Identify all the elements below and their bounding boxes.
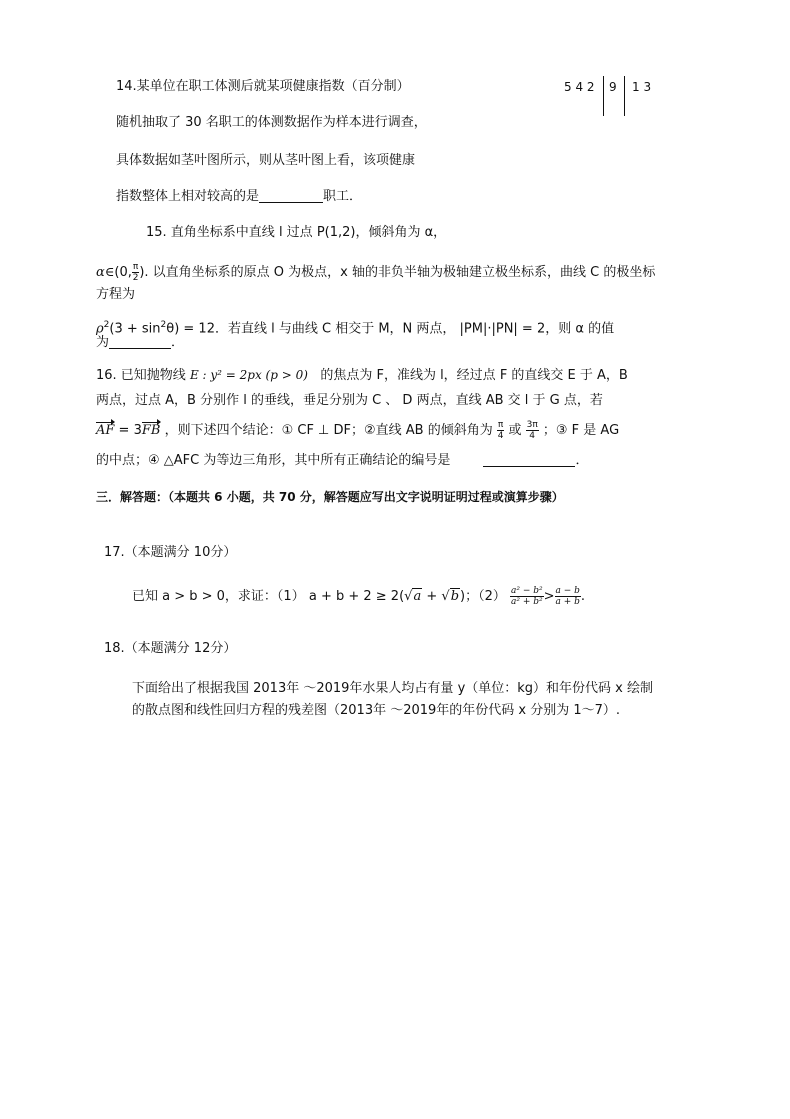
answer-blank: [259, 188, 323, 203]
q17-frac2: [555, 586, 581, 607]
q15-interval-open: (0,: [114, 265, 132, 280]
q16-line1: [96, 366, 628, 385]
q17-header: 17.（本题满分 10分）: [104, 545, 237, 560]
frac-num: a − b: [555, 586, 580, 596]
q16-line1-b: 的焦点为 F，准线为 l，经过点 F 的直线交 E 于 A，B: [320, 368, 628, 383]
stem-leaf-right-leaves: 1 3: [632, 80, 652, 94]
frac-den: a² + b²: [511, 597, 543, 607]
q15-line1: 15. 直角坐标系中直线 l 过点 P(1,2)，倾斜角为 α，: [146, 225, 447, 240]
q17-frac1: [510, 586, 544, 607]
q16-line3: [96, 420, 619, 441]
stem-leaf-divider-right: [624, 76, 625, 116]
frac-den: 4: [497, 431, 504, 441]
frac-den: 4: [529, 431, 536, 441]
q15-line5-pre: 为: [96, 335, 110, 350]
q14-line4-post: 职工．: [323, 189, 363, 204]
q18-line1: 下面给出了根据我国 2013年 ～2019年水果人均占有量 y（单位：kg）和年份代码 x 绘制: [132, 681, 653, 696]
vector-af: AF: [96, 423, 115, 438]
q15-line3: 方程为: [96, 287, 136, 302]
q16-line4: [96, 452, 588, 470]
q16-line4-post: ．: [575, 453, 589, 468]
sup: 2: [103, 320, 110, 330]
stem-leaf-divider-left: [603, 76, 604, 116]
sqrt-a: √a: [404, 589, 422, 604]
frac-num: π: [497, 420, 504, 430]
q16-parabola-eq: E : y² = 2px (p > 0): [189, 368, 308, 382]
stem-leaf-stem: 9: [609, 80, 617, 94]
q15-interval-close: ): [139, 265, 145, 280]
stem-leaf-left-leaves: 5 4 2: [564, 80, 595, 94]
q14-line3: 具体数据如茎叶图所示，则从茎叶图上看，该项健康: [116, 153, 416, 168]
frac-num: π: [132, 262, 139, 272]
sqrt-b: √b: [441, 589, 460, 604]
frac-num: a² − b²: [511, 586, 543, 596]
frac-3pi-4: [526, 420, 539, 441]
q16-line3-b: ；③ F 是 AG: [542, 423, 620, 438]
q14-line4-pre: 指数整体上相对较高的是: [116, 189, 260, 204]
q17-body-a: 已知 a > b > 0，求证：（1） a + b + 2 ≥ 2(: [132, 589, 405, 604]
q18-line2: 的散点图和线性回归方程的残差图（2013年 ～2019年的年份代码 x 分别为 1～7）.: [132, 703, 621, 718]
q15-line4-rest: θ) = 12．若直线 l 与曲线 C 相交于 M，N 两点， |PM|·|PN| = 2，则 α 的值: [166, 321, 615, 337]
sqrt-a-radicand: a: [413, 589, 422, 604]
q17-gt: >: [543, 589, 555, 604]
sqrt-b-radicand: b: [450, 589, 460, 604]
q16-line3-a: ，则下述四个结论：① CF ⊥ DF；②直线 AB 的倾斜角为: [164, 423, 493, 438]
q14-line2: 随机抽取了 30 名职工的体测数据作为样本进行调查，: [116, 115, 427, 130]
answer-blank: [483, 452, 575, 467]
vector-fb: FB: [141, 423, 161, 438]
q16-line1-a: 16. 已知抛物线: [96, 368, 186, 383]
q15-line2: [96, 262, 655, 283]
frac-den: a + b: [555, 597, 580, 607]
frac-num: 3π: [526, 420, 538, 430]
q16-line4-pre: 的中点；④ △AFC 为等边三角形，其中所有正确结论的编号是: [96, 453, 451, 468]
q15-alpha-in: α∈: [96, 265, 115, 280]
answer-blank: [109, 334, 171, 349]
frac-den: 2: [132, 273, 139, 283]
q17-end: .: [580, 589, 586, 604]
frac-pi-4: [497, 420, 504, 441]
q15-line2-post: . 以直角坐标系的原点 O 为极点，x 轴的非负半轴为极轴建立极坐标系，曲线 C 的极坐标: [144, 265, 656, 280]
q16-line2: 两点，过点 A，B 分别作 l 的垂线，垂足分别为 C 、 D 两点，直线 AB 交 l 于 G 点，若: [96, 393, 603, 408]
q16-eq: = 3: [114, 423, 142, 438]
q18-header: 18.（本题满分 12分）: [104, 641, 237, 656]
q15-line5: [96, 334, 184, 352]
q16-or: 或: [508, 423, 522, 438]
q17-body: [132, 586, 585, 607]
q14-line1: 14.某单位在职工体测后就某项健康指数（百分制）: [116, 79, 410, 94]
q17-body-b: )；（2）: [460, 589, 506, 604]
sup2: 2: [160, 320, 167, 330]
q14-line4: [116, 188, 362, 206]
q15-line5-post: ．: [171, 335, 185, 350]
section-3-heading: 三．解答题：（本题共 6 小题，共 70 分，解答题应写出文字说明证明过程或演算步骤）: [96, 490, 564, 504]
q15-line4-mid: (3 + sin: [109, 321, 161, 337]
q17-plus: +: [422, 589, 442, 604]
rho: ρ: [96, 321, 104, 337]
